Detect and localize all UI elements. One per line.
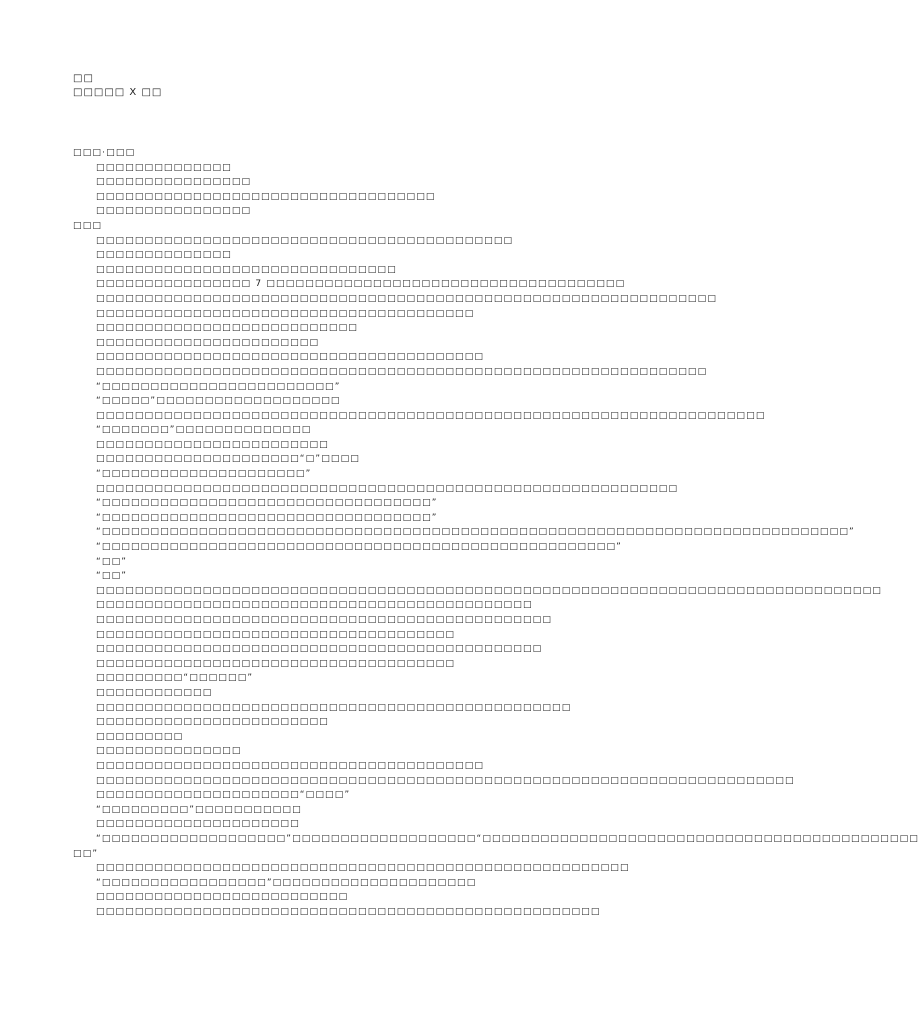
text-line: □□□□□□□□□□□□□□□□□□□□□□□□□□□□□□□□□□□□□□□□□□□□□□□□□	[96, 702, 572, 713]
text-line: □□□□□□□□□□□□□□□□ 7 □□□□□□□□□□□□□□□□□□□□□□□□□□□□□□□□□□□□□	[96, 279, 626, 290]
text-line: “□□□□□□□□□□□□□□□□□□□”□□□□□□□□□□□□□□□□□□□“□□□□□□□□□□□□□□□□□□□□□□□□□□□□□□□□□□□□□□□□□□□□□	[96, 833, 919, 844]
text-line: “□□□□□□□□□□□□□□□□□□□□□□□□”	[96, 381, 341, 392]
text-line: □□□□□□□□□□□□□□□□□□□□□□□□□□□□□□□□□□□□□□□□□□□□□□□□□□□□□□□□□□□□□□□	[96, 366, 708, 377]
text-line: □□□□□□□□□□□□□□□□□□□□□□□	[96, 337, 320, 348]
text-line: □□□□□□□□□□□□□□□□□□□□□“□□□□”	[96, 790, 351, 801]
document-header-line-1: □□	[73, 73, 94, 84]
text-line: □□□□□□□□□□□□	[96, 687, 213, 698]
text-line: □□□□□□□□□□□□□□□□□□□□□□□□□□□□□□□□□□□□□□□□□□□□□□□□□□□□□□□□□□□□□□□□□□□□□□□□	[96, 775, 795, 786]
text-line: □□□□□□□□□□□□□□□□□□□□□□□□	[96, 717, 329, 728]
text-line: □□□□□□□□□□□□□□□□	[96, 206, 252, 217]
text-line: “□□□□□□□□□□□□□□□□□”□□□□□□□□□□□□□□□□□□□□□	[96, 877, 477, 888]
text-line: □□□□□□□□□□□□□□□□□□□□□□□□□□□□□□□□□□□□□□□□□□□□□□□□□□□□□□□□□□□□□□□□□□□□□	[96, 410, 766, 421]
text-line: □□□□□□□□□□□□□□□□□□□□□□□□□□□□□□□□□□□□□□□□□□□□□□□□□□□□	[96, 906, 601, 917]
document-header-line-2: □□□□□ X □□	[73, 87, 163, 98]
text-line: □□□□□□□□□□□□□□□□□□□□□□□□□□□□□□□□□□□□□□□□□□□□□□□	[96, 615, 553, 625]
text-line: “□□□□□□□□□”□□□□□□□□□□□	[96, 804, 302, 815]
text-line: □□□□□□□□□□□□□□	[96, 162, 232, 173]
text-line: “□□□□□□□”□□□□□□□□□□□□□□	[96, 425, 312, 436]
text-line: “□□”	[96, 556, 128, 567]
text-line: □□□□□□□□□□□□□□□□□□□□□□□□□□□□□□□□□□□□□□□□	[96, 352, 485, 363]
text-line: □□□□□□□□□□□□□□□□□□□□□□□□□□□□□□□□□□□□□□□□	[96, 760, 485, 771]
text-line: □□□□□□□□□□□□□□□□□□□□□□□□□□□□□□□□□□□	[96, 191, 436, 202]
text-line: □□□□□□□□□□□□□□□□□□□□□□□□□□	[96, 892, 349, 903]
text-line: □□□□□□□□□□□□□□□□□□□□□□□□□□□	[96, 323, 358, 334]
text-line: □□□·□□□	[73, 148, 136, 158]
text-line: “□□□□□”□□□□□□□□□□□□□□□□□□□	[96, 396, 341, 407]
text-line: □□□	[73, 220, 103, 231]
text-line: □□□□□□□□□□□□□□□□□□□□□□□□□□□□□□□□□□□□□□□□□□□□□□□□□□□□□□□□□□□□□□□□	[96, 293, 718, 304]
text-line: □□□□□□□□□□□□□□□□□□□□□□□□□□□□□□□□□□□□□	[96, 629, 456, 640]
text-line: “□□□□□□□□□□□□□□□□□□□□□□□□□□□□□□□□□□□□□□□□□□□□□□□□□□□□□□□□□□□□□□□□□□□□□□□□□□□□□”	[96, 527, 855, 538]
text-line: □□□□□□□□□□□□□□□	[96, 746, 242, 757]
text-line: □□□□□□□□□□□□□□□□□□□□□“□”□□□□	[96, 454, 361, 465]
text-line: □□□□□□□□□□□□□□□□□□□□□	[96, 819, 300, 830]
text-line: “□□”	[96, 571, 128, 582]
text-line: □□□□□□□□□□□□□□□□□□□□□□□□□□□□□□□□□□□□□□□□□□□	[96, 235, 514, 246]
text-line: □□□□□□□□□□□□□□□□□□□□□□□□□□□□□□□□□□□□□□□□□□□□□□□□□□□□□□□□□□□□	[96, 483, 679, 494]
text-line: □□□□□□□□□□□□□□□□□□□□□□□□□□□□□□□	[96, 264, 397, 275]
text-line: “□□□□□□□□□□□□□□□□□□□□□□□□□□□□□□□□□□”	[96, 498, 438, 509]
text-line: □□□□□□□□□□□□□□□□□□□□□□□□	[96, 439, 329, 450]
text-line: “□□□□□□□□□□□□□□□□□□□□□□□□□□□□□□□□□□□□□□□□□□□□□□□□□□□□□”	[96, 542, 623, 553]
text-line: □□□□□□□□□“□□□□□□”	[96, 673, 254, 684]
text-line: □□”	[73, 848, 99, 859]
text-line: □□□□□□□□□□□□□□□□□□□□□□□□□□□□□□□□□□□□□□□□□□□□□□□□□□□□□□□□□□□□□□□□□□□□□□□□□□□□□□□□□	[96, 585, 882, 596]
text-line: □□□□□□□□□□□□□□□□□□□□□□□□□□□□□□□□□□□□□	[96, 658, 456, 669]
text-line: “□□□□□□□□□□□□□□□□□□□□□”	[96, 469, 312, 480]
text-line: □□□□□□□□□□□□□□□□□□□□□□□□□□□□□□□□□□□□□□□□□□□□□□	[96, 644, 543, 655]
document-body	[73, 146, 919, 919]
text-line: □□□□□□□□□□□□□□□□	[96, 177, 252, 188]
text-line: □□□□□□□□□□□□□□	[96, 250, 232, 261]
text-line: □□□□□□□□□	[96, 731, 184, 742]
text-line: □□□□□□□□□□□□□□□□□□□□□□□□□□□□□□□□□□□□□□□□□□□□□□□□□□□□□□□	[96, 863, 630, 874]
text-line: □□□□□□□□□□□□□□□□□□□□□□□□□□□□□□□□□□□□□□□	[96, 308, 475, 319]
text-line: “□□□□□□□□□□□□□□□□□□□□□□□□□□□□□□□□□□”	[96, 512, 438, 523]
text-line: □□□□□□□□□□□□□□□□□□□□□□□□□□□□□□□□□□□□□□□□□□□□□	[96, 600, 533, 611]
